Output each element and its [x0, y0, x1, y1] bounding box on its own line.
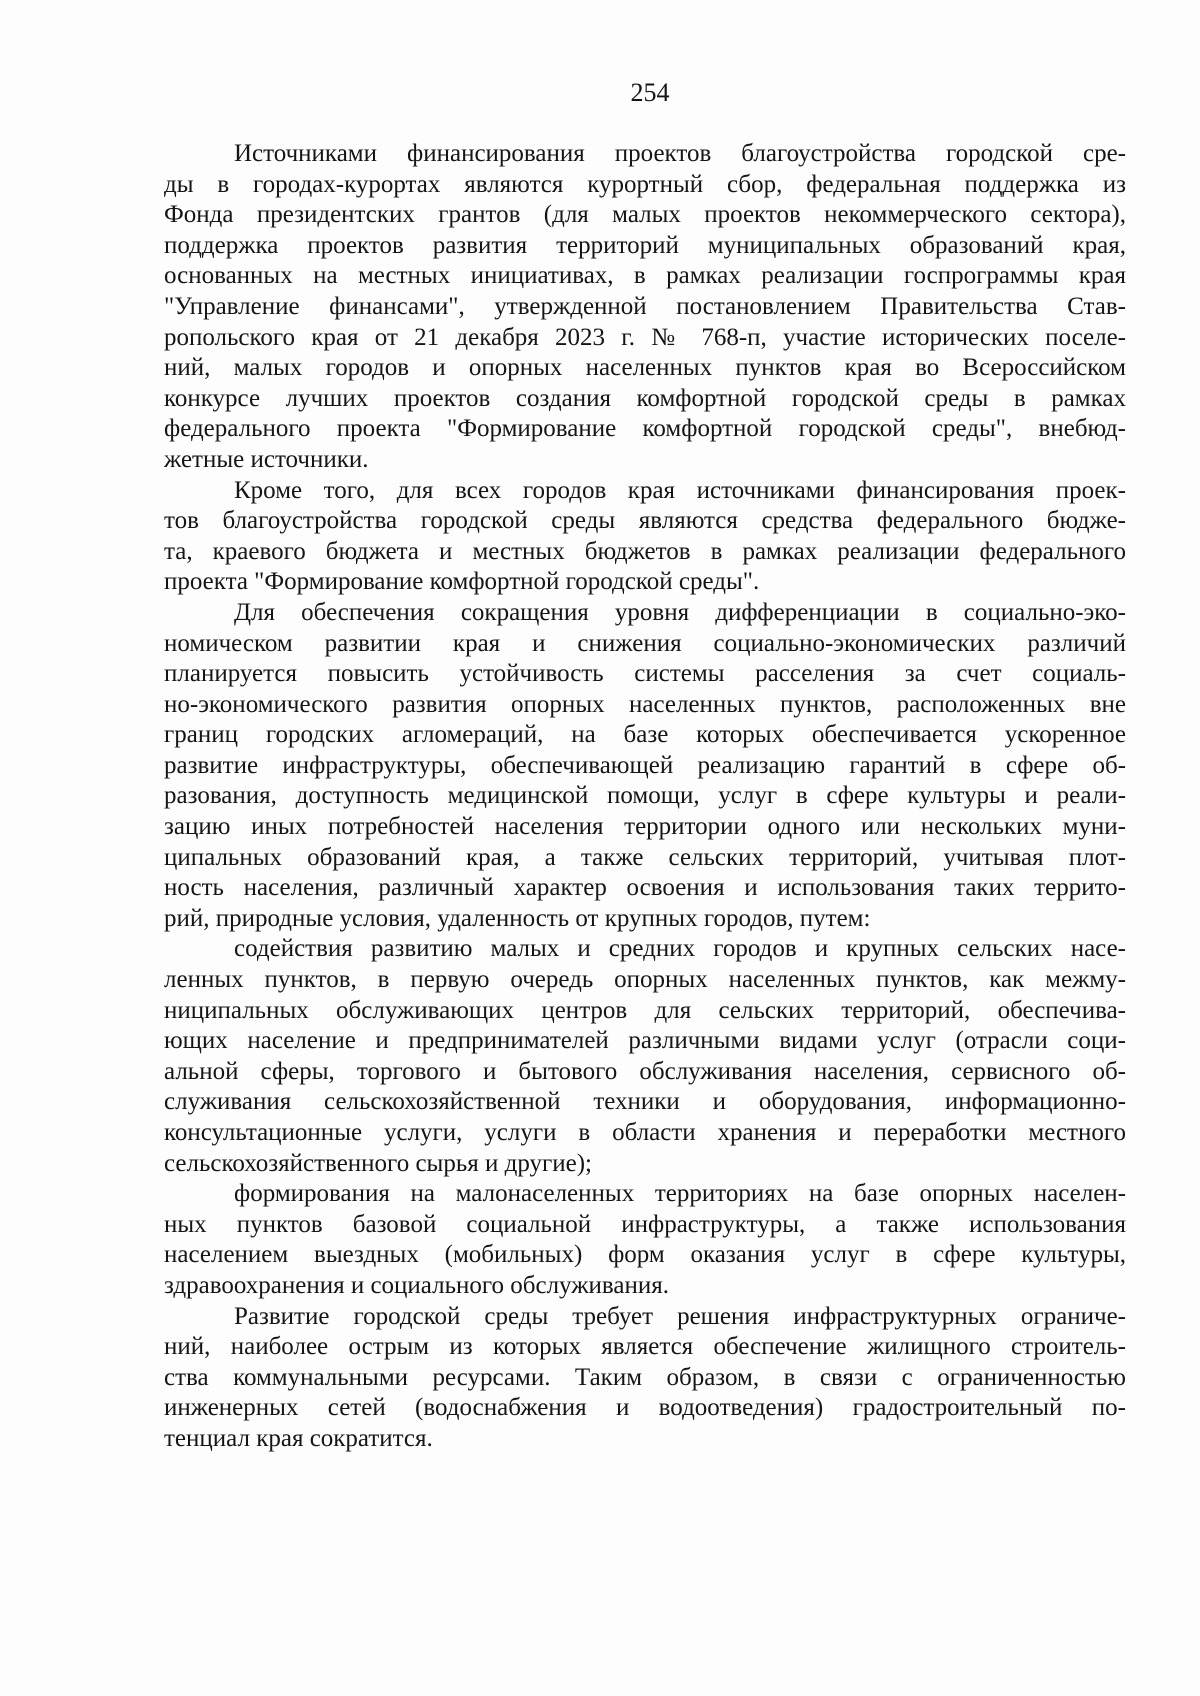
- text-line: ных пунктов базовой социальной инфраструктуры, а также использования: [164, 1210, 1126, 1238]
- text-line: проекта "Формирование комфортной городской среды".: [164, 568, 760, 596]
- text-line: сельскохозяйственного сырья и другие);: [164, 1149, 593, 1177]
- text-line: ленных пунктов, в первую очередь опорных населенных пунктов, как межму-: [164, 966, 1126, 994]
- page-number: 254: [630, 78, 670, 107]
- text-line: номическом развитии края и снижения социально-экономических различий: [164, 629, 1126, 657]
- text-line: "Управление финансами", утвержденной постановлением Правительства Став-: [164, 292, 1126, 320]
- text-line: но-экономического развития опорных населенных пунктов, расположенных вне: [164, 690, 1126, 718]
- text-line: зацию иных потребностей населения территории одного или нескольких муни-: [164, 813, 1126, 841]
- paragraph-differentiation: [164, 598, 1126, 935]
- text-line: ниципальных обслуживающих центров для сельских территорий, обеспечива-: [164, 996, 1126, 1024]
- paragraph-budget-sources: [164, 476, 1126, 598]
- text-line: конкурсе лучших проектов создания комфортной городской среды в рамках: [164, 384, 1126, 412]
- text-line: тов благоустройства городской среды являются средства федерального бюдже-: [164, 507, 1126, 535]
- text-line: границ городских агломераций, на базе которых обеспечивается ускоренное: [164, 721, 1126, 749]
- text-line: Для обеспечения сокращения уровня дифференциации в социально-эко-: [234, 598, 1126, 626]
- text-line: планируется повысить устойчивость системы расселения за счет социаль-: [164, 660, 1126, 688]
- paragraph-list-item-development: [164, 934, 1126, 1179]
- text-line: ропольского края от 21 декабря 2023 г. № 768-п, участие исторических поселе-: [164, 323, 1126, 351]
- text-line: населением выездных (мобильных) форм оказания услуг в сфере культуры,: [164, 1241, 1126, 1269]
- text-line: развитие инфраструктуры, обеспечивающей реализацию гарантий в сфере об-: [164, 751, 1126, 779]
- text-line: ний, наиболее острым из которых является обеспечение жилищного строитель-: [164, 1333, 1126, 1361]
- text-line: здравоохранения и социального обслуживания.: [164, 1271, 669, 1299]
- document-body: [164, 139, 1126, 1455]
- paragraph-financing-sources: [164, 139, 1126, 476]
- text-line: разования, доступность медицинской помощи, услуг в сфере культуры и реали-: [164, 782, 1126, 810]
- text-line: ства коммунальными ресурсами. Таким образом, в связи с ограниченностью: [164, 1363, 1126, 1391]
- text-line: поддержка проектов развития территорий муниципальных образований края,: [164, 231, 1126, 259]
- text-line: ципальных образований края, а также сельских территорий, учитывая плот-: [164, 843, 1126, 871]
- text-line: содействия развитию малых и средних городов и крупных сельских насе-: [234, 935, 1126, 963]
- text-line: тенциал края сократится.: [164, 1424, 433, 1452]
- paragraph-infrastructure-limits: [164, 1302, 1126, 1455]
- text-line: консультационные услуги, услуги в области хранения и переработки местного: [164, 1119, 1126, 1146]
- text-line: Развитие городской среды требует решения инфраструктурных ограниче-: [234, 1302, 1126, 1330]
- text-line: основанных на местных инициативах, в рамках реализации госпрограммы края: [164, 262, 1126, 290]
- text-line: ность населения, различный характер освоения и использования таких террито-: [164, 874, 1126, 902]
- text-line: ний, малых городов и опорных населенных пунктов края во Всероссийском: [164, 354, 1126, 382]
- text-line: ющих население и предпринимателей различными видами услуг (отрасли соци-: [164, 1027, 1126, 1055]
- text-line: альной сферы, торгового и бытового обслуживания населения, сервисного об-: [164, 1057, 1126, 1085]
- text-line: служивания сельскохозяйственной техники и оборудования, информационно-: [164, 1088, 1126, 1116]
- text-line: Фонда президентских грантов (для малых проектов некоммерческого сектора),: [164, 201, 1126, 229]
- text-line: формирования на малонаселенных территориях на базе опорных населен-: [234, 1180, 1126, 1208]
- text-line: жетные источники.: [164, 445, 369, 473]
- text-line: ды в городах-курортах являются курортный сбор, федеральная поддержка из: [164, 170, 1126, 198]
- text-line: та, краевого бюджета и местных бюджетов в рамках реализации федерального: [164, 537, 1126, 565]
- text-line: Кроме того, для всех городов края источниками финансирования проек-: [234, 476, 1126, 504]
- paragraph-list-item-formation: [164, 1179, 1126, 1301]
- text-line: рий, природные условия, удаленность от крупных городов, путем:: [164, 904, 871, 932]
- text-line: федерального проекта "Формирование комфортной городской среды", внебюд-: [164, 415, 1126, 443]
- text-line: Источниками финансирования проектов благоустройства городской сре-: [234, 140, 1126, 167]
- text-line: инженерных сетей (водоснабжения и водоотведения) градостроительный по-: [164, 1394, 1126, 1422]
